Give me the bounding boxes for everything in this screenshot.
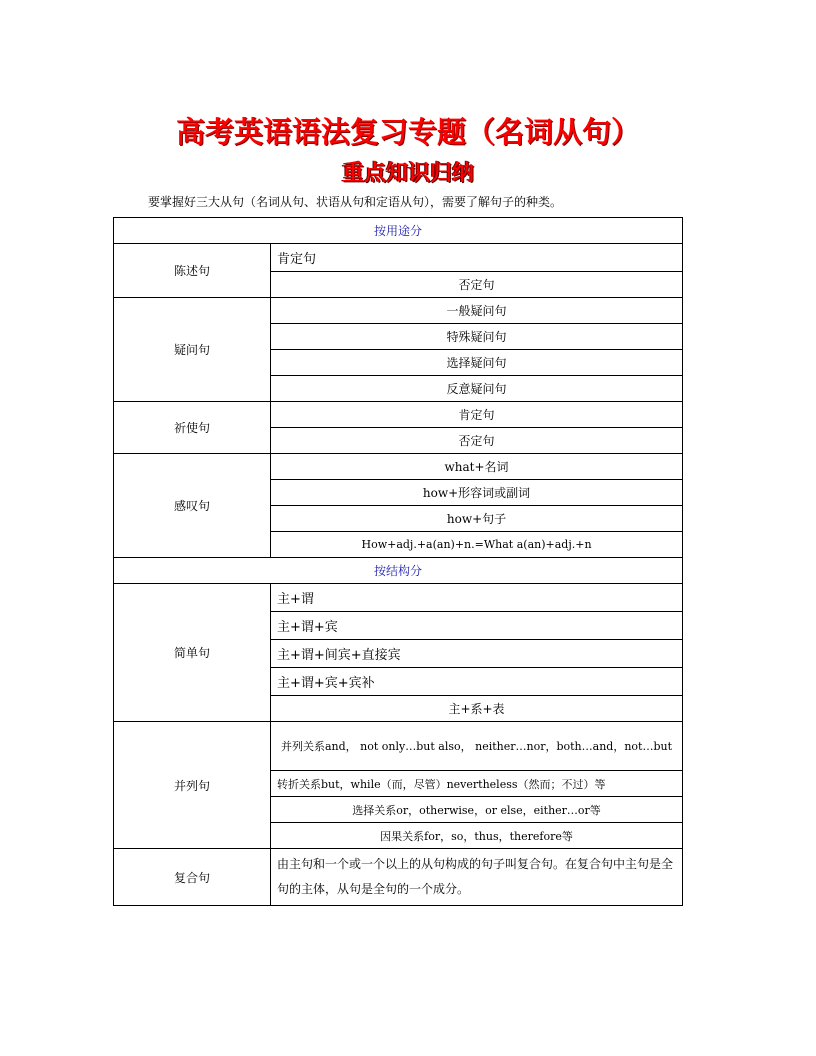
table-cell: what+名词 [271, 454, 683, 480]
table-cell: How+adj.+a(an)+n.=What a(an)+adj.+n [271, 532, 683, 558]
table-row [114, 722, 683, 771]
category-declarative: 陈述句 [114, 244, 271, 298]
table-cell: 并列关系and， not only…but also， neither…nor，both…and，not…but [271, 722, 683, 771]
category-imperative: 祈使句 [114, 402, 271, 454]
table-cell: how+句子 [271, 506, 683, 532]
table-row [114, 402, 683, 428]
table-cell: 肯定句 [271, 402, 683, 428]
table-cell: 一般疑问句 [271, 298, 683, 324]
category-exclamatory: 感叹句 [114, 454, 271, 558]
table-cell: 选择关系or，otherwise，or else，either…or等 [271, 797, 683, 823]
table-cell: 特殊疑问句 [271, 324, 683, 350]
document-subtitle: 重点知识归纳 [341, 161, 474, 186]
intro-text: 要掌握好三大从句（名词从句、状语从句和定语从句），需要了解句子的种类。 [148, 195, 563, 209]
section-header-by-use: 按用途分 [114, 218, 683, 244]
table-cell: 转折关系but，while（而，尽管）nevertheless（然而；不过）等 [271, 771, 683, 797]
table-cell: 反意疑问句 [271, 376, 683, 402]
section-header-by-structure: 按结构分 [114, 558, 683, 584]
table-cell: 否定句 [271, 428, 683, 454]
table-cell: 主+谓+宾+宾补 [271, 668, 683, 696]
category-interrogative: 疑问句 [114, 298, 271, 402]
table-row [114, 558, 683, 584]
table-row [114, 584, 683, 612]
table-row [114, 218, 683, 244]
category-compound: 并列句 [114, 722, 271, 849]
table-cell: 否定句 [271, 272, 683, 298]
table-row [114, 454, 683, 480]
table-cell: 主+谓 [271, 584, 683, 612]
table-cell: 主+谓+间宾+直接宾 [271, 640, 683, 668]
table-row [114, 244, 683, 272]
table-cell: 由主句和一个或一个以上的从句构成的句子叫复合句。在复合句中主句是全句的主体，从句是全句的一个成分。 [271, 849, 683, 906]
table-cell: how+形容词或副词 [271, 480, 683, 506]
category-simple: 简单句 [114, 584, 271, 722]
table-cell: 主+谓+宾 [271, 612, 683, 640]
table-cell: 选择疑问句 [271, 350, 683, 376]
table-row [114, 849, 683, 906]
document-title: 高考英语语法复习专题（名词从句） [175, 115, 640, 149]
table-cell: 肯定句 [271, 244, 683, 272]
category-complex: 复合句 [114, 849, 271, 906]
sentence-types-table [113, 217, 683, 906]
table-cell: 因果关系for，so，thus，therefore等 [271, 823, 683, 849]
table-row [114, 298, 683, 324]
table-cell: 主+系+表 [271, 696, 683, 722]
